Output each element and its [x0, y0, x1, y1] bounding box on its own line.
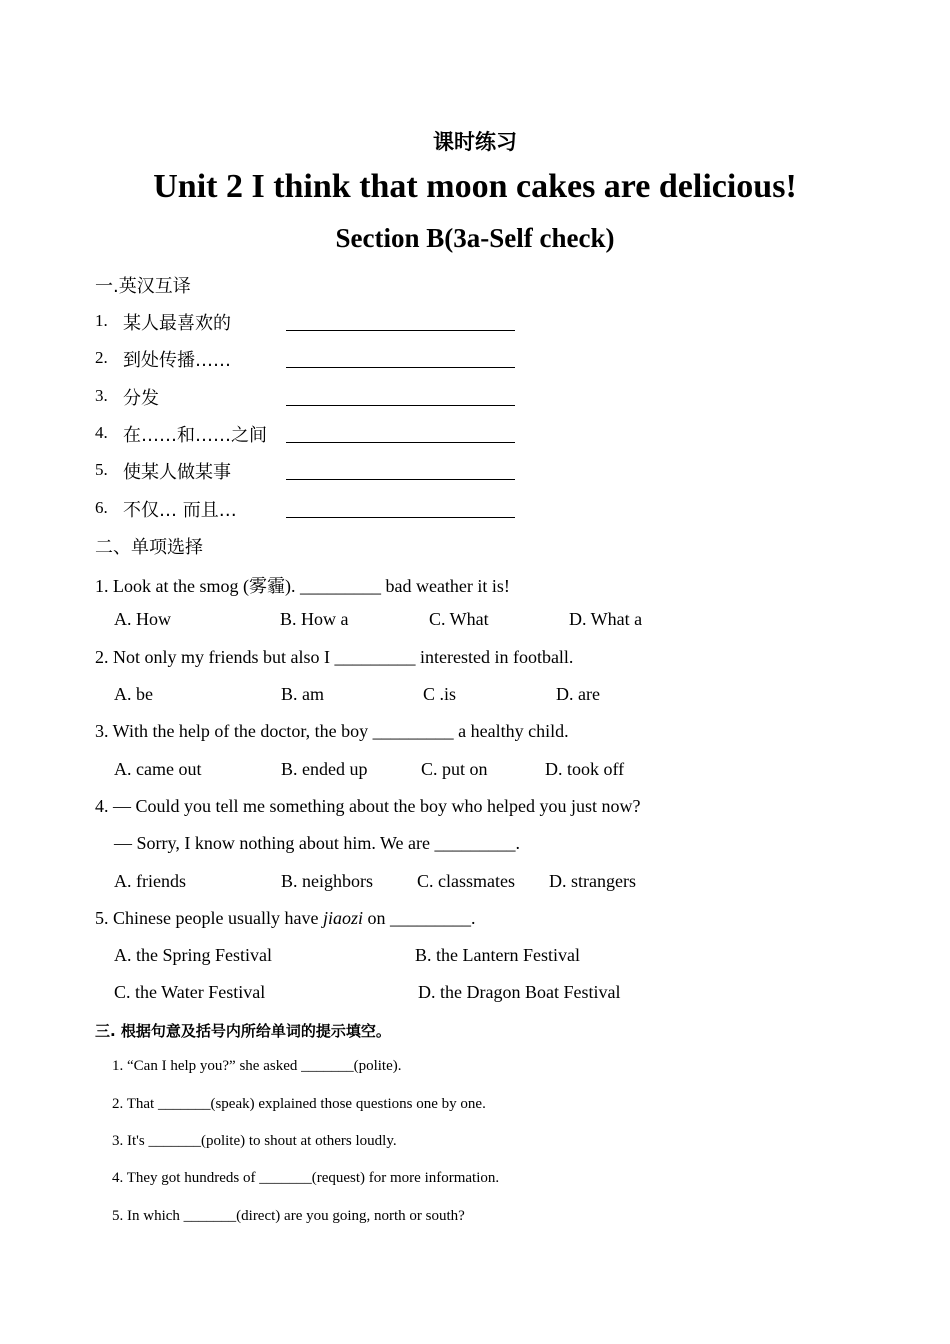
question-5-stem: [95, 908, 475, 929]
q4-option-a[interactable]: A. friends: [114, 871, 186, 891]
question-1-stem: 1. Look at the smog (雾霾). _________ bad weather it is!: [95, 576, 510, 596]
q4-option-d[interactable]: D. strangers: [549, 871, 636, 891]
q2-option-b[interactable]: B. am: [281, 684, 324, 704]
item-text: 使某人做某事: [123, 462, 231, 483]
fill-item: 5. In which _______(direct) are you going, north or south?: [112, 1208, 465, 1224]
answer-blank[interactable]: [286, 367, 515, 368]
q5-stem-pre: 5. Chinese people usually have: [95, 908, 323, 928]
answer-blank[interactable]: [286, 405, 515, 406]
q5-stem-italic: jiaozi: [322, 908, 363, 928]
q3-option-c[interactable]: C. put on: [421, 759, 488, 779]
answer-blank[interactable]: [286, 442, 515, 443]
item-number: 6.: [95, 498, 108, 517]
item-number: 4.: [95, 423, 108, 442]
section-subtitle: Section B(3a-Self check): [335, 223, 615, 253]
q2-option-c[interactable]: C .is: [423, 684, 457, 704]
section3-heading: 三. 根据句意及括号内所给单词的提示填空。: [95, 1022, 391, 1040]
unit-title: Unit 2 I think that moon cakes are delicious!: [153, 168, 797, 205]
q5-option-d[interactable]: D. the Dragon Boat Festival: [418, 982, 621, 1002]
q5-stem-post: on _________.: [362, 908, 476, 928]
item-text: 某人最喜欢的: [123, 313, 231, 334]
question-2-stem: 2. Not only my friends but also I _________ interested in football.: [95, 647, 574, 667]
answer-blank[interactable]: [286, 330, 515, 331]
item-number: 3.: [95, 386, 108, 405]
item-number: 1.: [95, 311, 108, 330]
q3-option-b[interactable]: B. ended up: [281, 759, 368, 779]
section2-heading: 二、单项选择: [95, 537, 203, 558]
q3-option-d[interactable]: D. took off: [545, 759, 625, 779]
fill-item: 4. They got hundreds of _______(request) for more information.: [112, 1170, 500, 1186]
q4-option-b[interactable]: B. neighbors: [281, 871, 373, 891]
question-4-stem: 4. — Could you tell me something about the boy who helped you just now?: [95, 796, 641, 816]
section1-heading: 一.英汉互译: [95, 276, 191, 297]
answer-blank[interactable]: [286, 517, 515, 518]
item-number: 5.: [95, 460, 108, 479]
q2-option-d[interactable]: D. are: [556, 684, 600, 704]
q1-option-c[interactable]: C. What: [429, 609, 489, 629]
q5-option-b[interactable]: B. the Lantern Festival: [415, 945, 580, 965]
item-text: 到处传播……: [123, 350, 231, 371]
q1-option-b[interactable]: B. How a: [280, 609, 349, 629]
q4-option-c[interactable]: C. classmates: [417, 871, 515, 891]
fill-item: 2. That _______(speak) explained those questions one by one.: [112, 1096, 486, 1112]
q5-option-c[interactable]: C. the Water Festival: [114, 982, 266, 1002]
item-text: 分发: [123, 388, 159, 409]
q3-option-a[interactable]: A. came out: [114, 759, 202, 779]
item-text: 不仅… 而且…: [123, 500, 237, 521]
page-header: 课时练习: [433, 130, 517, 154]
answer-blank[interactable]: [286, 479, 515, 480]
q1-option-a[interactable]: A. How: [114, 609, 171, 629]
fill-item: 3. It's _______(polite) to shout at others loudly.: [112, 1133, 397, 1149]
q5-option-a[interactable]: A. the Spring Festival: [114, 945, 272, 965]
fill-item: 1. “Can I help you?” she asked _______(polite).: [112, 1058, 402, 1074]
q2-option-a[interactable]: A. be: [114, 684, 153, 704]
item-number: 2.: [95, 348, 108, 367]
question-4-stem-reply: — Sorry, I know nothing about him. We are _________.: [114, 833, 521, 853]
item-text: 在……和……之间: [123, 425, 267, 446]
q1-option-d[interactable]: D. What a: [569, 609, 643, 629]
question-3-stem: 3. With the help of the doctor, the boy _________ a healthy child.: [95, 721, 569, 741]
